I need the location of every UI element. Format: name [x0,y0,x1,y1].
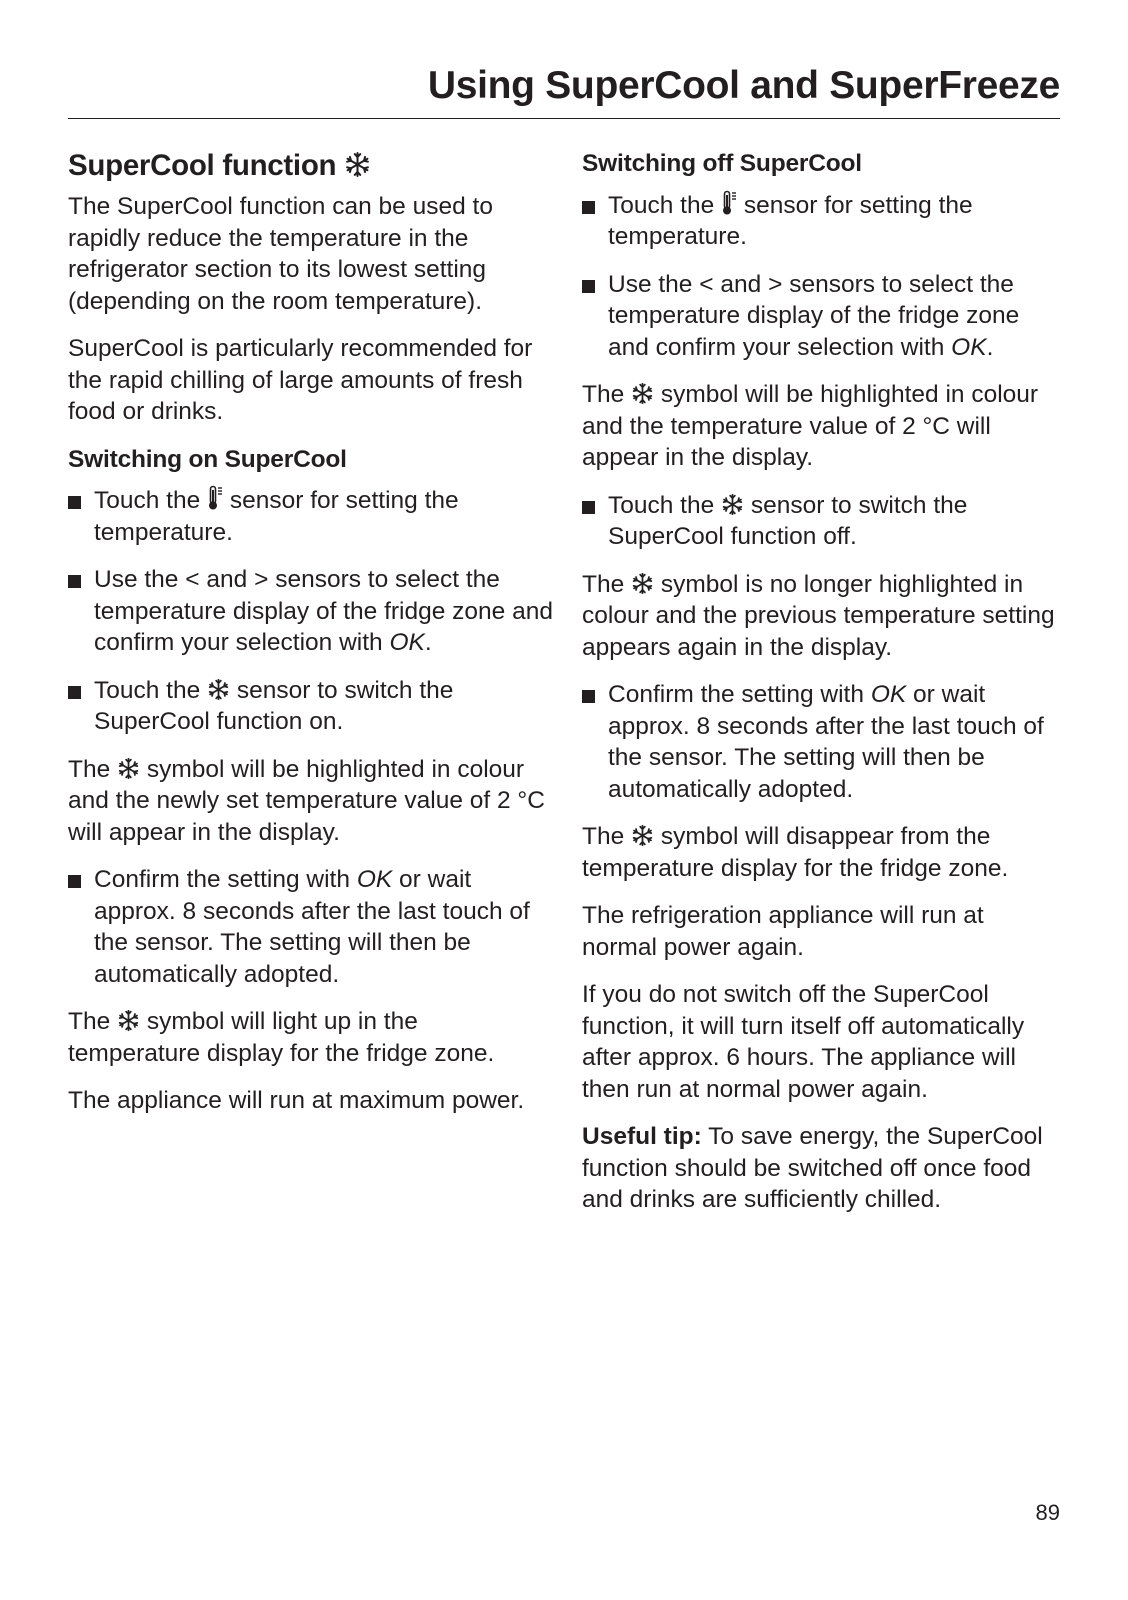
useful-tip: Useful tip: To save energy, the SuperCool function should be switched off once food and drinks are sufficiently chilled. [582,1123,1043,1213]
list-item: Use the < and > sensors to select the temperature display of the fridge zone and confirm your selection with OK. [68,564,556,659]
thermometer-icon [721,190,737,216]
ok-label: OK [356,866,393,894]
confirm-steps [68,864,556,990]
section-heading [68,148,556,183]
subheading-switching-on: Switching on SuperCool [68,445,347,473]
switch-on-steps [68,485,556,738]
chevron-right-icon: > [254,566,269,594]
bullet-icon [68,575,81,588]
bullet-icon [582,201,595,214]
bullet-icon [68,875,81,888]
info-paragraph: The appliance will run at maximum power. [68,1087,525,1115]
snowflake-icon [631,572,654,595]
bullet-icon [582,280,595,293]
chevron-left-icon: < [699,270,714,298]
page-number: 89 [1035,1500,1060,1525]
list-item: Confirm the setting with OK or wait approx. 8 seconds after the last touch of the sensor. The setting will then be automatically adopted. [582,679,1062,805]
confirm-steps [582,679,1062,805]
snowflake-icon [117,1009,140,1032]
snowflake-icon [344,151,371,178]
info-paragraph: The symbol is no longer highlighted in colour and the previous temperature setting appears again in the display. [582,570,1055,661]
switch-off-steps [582,190,1062,364]
list-item: Touch the sensor for setting the temperature. [582,190,1062,253]
left-column [68,140,556,1133]
intro-paragraph: The SuperCool function can be used to rapidly reduce the temperature in the refrigerator section to its lowest setting (depending on the room temperature). [68,193,493,315]
ok-label: OK [389,629,425,657]
bullet-icon [582,690,595,703]
snowflake-icon [631,382,654,405]
info-paragraph: The symbol will light up in the temperature display for the fridge zone. [68,1008,495,1067]
list-item: Use the < and > sensors to select the temperature display of the fridge zone and confirm your selection with OK. [582,269,1062,364]
list-item: Touch the sensor to switch the SuperCool function off. [582,490,1062,553]
list-item: Touch the sensor for setting the temperature. [68,485,556,548]
info-paragraph: The symbol will be highlighted in colour and the newly set temperature value of 2 °C will appear in the display. [68,755,545,846]
snowflake-icon [207,678,230,701]
right-column [582,140,1062,1232]
info-paragraph: The refrigeration appliance will run at normal power again. [582,902,984,961]
list-item: Confirm the setting with OK or wait approx. 8 seconds after the last touch of the sensor. The setting will then be automatically adopted. [68,864,556,990]
list-item: Touch the sensor to switch the SuperCool function on. [68,675,556,738]
recommendation-paragraph: SuperCool is particularly recommended for the rapid chilling of large amounts of fresh food or drinks. [68,335,533,426]
snowflake-icon [721,493,744,516]
chevron-right-icon: > [768,270,783,298]
snowflake-icon [631,824,654,847]
subheading-switching-off: Switching off SuperCool [582,150,862,177]
switch-off-steps-2 [582,490,1062,553]
chevron-left-icon: < [185,566,200,594]
ok-label: OK [870,681,907,708]
useful-tip-label: Useful tip: [582,1123,702,1150]
info-paragraph: The symbol will disappear from the temperature display for the fridge zone. [582,823,1009,882]
page-title: Using SuperCool and SuperFreeze [427,64,1060,107]
info-paragraph: The symbol will be highlighted in colour and the temperature value of 2 °C will appear in the display. [582,381,1039,471]
info-paragraph: If you do not switch off the SuperCool function, it will turn itself off automatically after approx. 6 hours. The appliance will then run at normal power again. [582,981,1025,1103]
ok-label: OK [951,333,987,361]
title-divider [68,118,1060,119]
thermometer-icon [207,485,223,511]
bullet-icon [68,496,81,509]
bullet-icon [582,501,595,514]
section-heading-text: SuperCool function [68,149,337,182]
bullet-icon [68,686,81,699]
snowflake-icon [117,757,140,780]
